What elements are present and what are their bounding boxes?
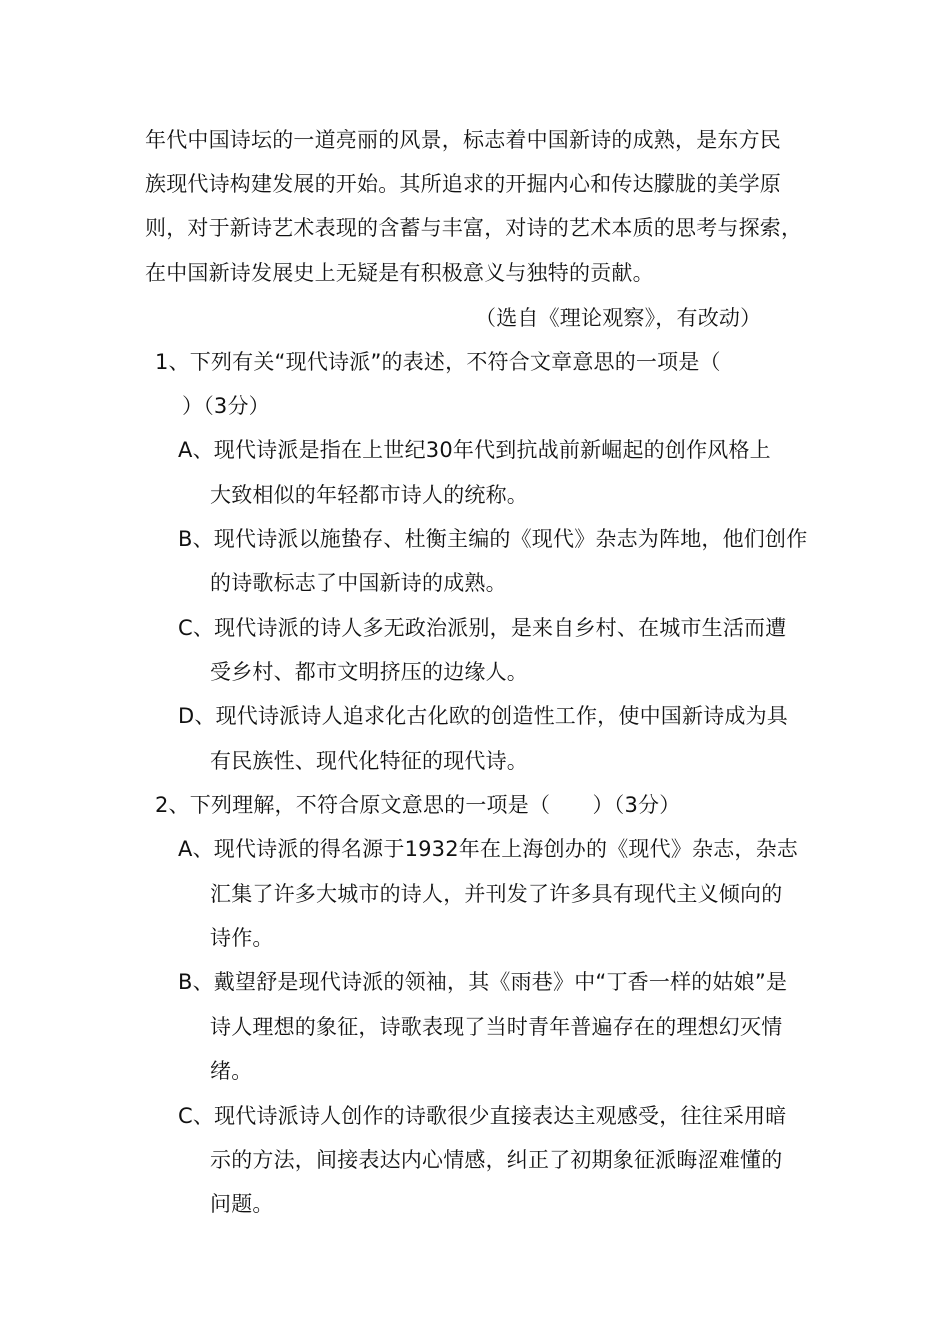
question-2-option-b-line-2: 诗人理想的象征，诗歌表现了当时青年普遍存在的理想幻灭情 (210, 1015, 783, 1039)
question-2-option-c: C、现代诗派诗人创作的诗歌很少直接表达主观感受，往往采用暗 (178, 1104, 787, 1128)
question-2-option-c-line-3: 问题。 (210, 1192, 274, 1216)
question-1-option-b: B、现代诗派以施蛰存、杜衡主编的《现代》杂志为阵地，他们创作 (178, 527, 808, 551)
question-2-stem: 2、下列理解，不符合原文意思的一项是（ ）（3分） (155, 793, 681, 817)
source-citation: （选自《理论观察》，有改动） (475, 306, 762, 330)
question-1-option-a: A、现代诗派是指在上世纪30年代到抗战前新崛起的创作风格上 (178, 438, 771, 462)
question-2-option-a: A、现代诗派的得名源于1932年在上海创办的《现代》杂志，杂志 (178, 837, 799, 861)
question-1-option-a-line-2: 大致相似的年轻都市诗人的统称。 (210, 483, 528, 507)
question-2-option-b: B、戴望舒是现代诗派的领袖，其《雨巷》中“丁香一样的姑娘”是 (178, 970, 788, 994)
passage-line-3: 则，对于新诗艺术表现的含蓄与丰富，对诗的艺术本质的思考与探索， (145, 216, 803, 240)
question-1-option-c: C、现代诗派的诗人多无政治派别，是来自乡村、在城市生活而遭 (178, 616, 787, 640)
question-2-option-c-line-2: 示的方法，间接表达内心情感，纠正了初期象征派晦涩难懂的 (210, 1148, 783, 1172)
passage-line-4: 在中国新诗发展史上无疑是有积极意义与独特的贡献。 (145, 261, 654, 285)
question-1-stem-continued: ）（3分） (182, 394, 270, 418)
question-1-option-d: D、现代诗派诗人追求化古化欧的创造性工作，使中国新诗成为具 (178, 704, 788, 728)
question-1-option-b-line-2: 的诗歌标志了中国新诗的成熟。 (210, 571, 507, 595)
passage-line-2: 族现代诗构建发展的开始。其所追求的开掘内心和传达朦胧的美学原 (145, 172, 781, 196)
question-1-stem: 1、下列有关“现代诗派”的表述，不符合文章意思的一项是（ (155, 350, 721, 374)
question-1-option-c-line-2: 受乡村、都市文明挤压的边缘人。 (210, 660, 528, 684)
passage-line-1: 年代中国诗坛的一道亮丽的风景，标志着中国新诗的成熟，是东方民 (145, 128, 781, 152)
question-2-option-b-line-3: 绪。 (210, 1059, 253, 1083)
question-2-option-a-line-2: 汇集了许多大城市的诗人，并刊发了许多具有现代主义倾向的 (210, 882, 783, 906)
question-1-option-d-line-2: 有民族性、现代化特征的现代诗。 (210, 749, 528, 773)
question-2-option-a-line-3: 诗作。 (210, 926, 274, 950)
